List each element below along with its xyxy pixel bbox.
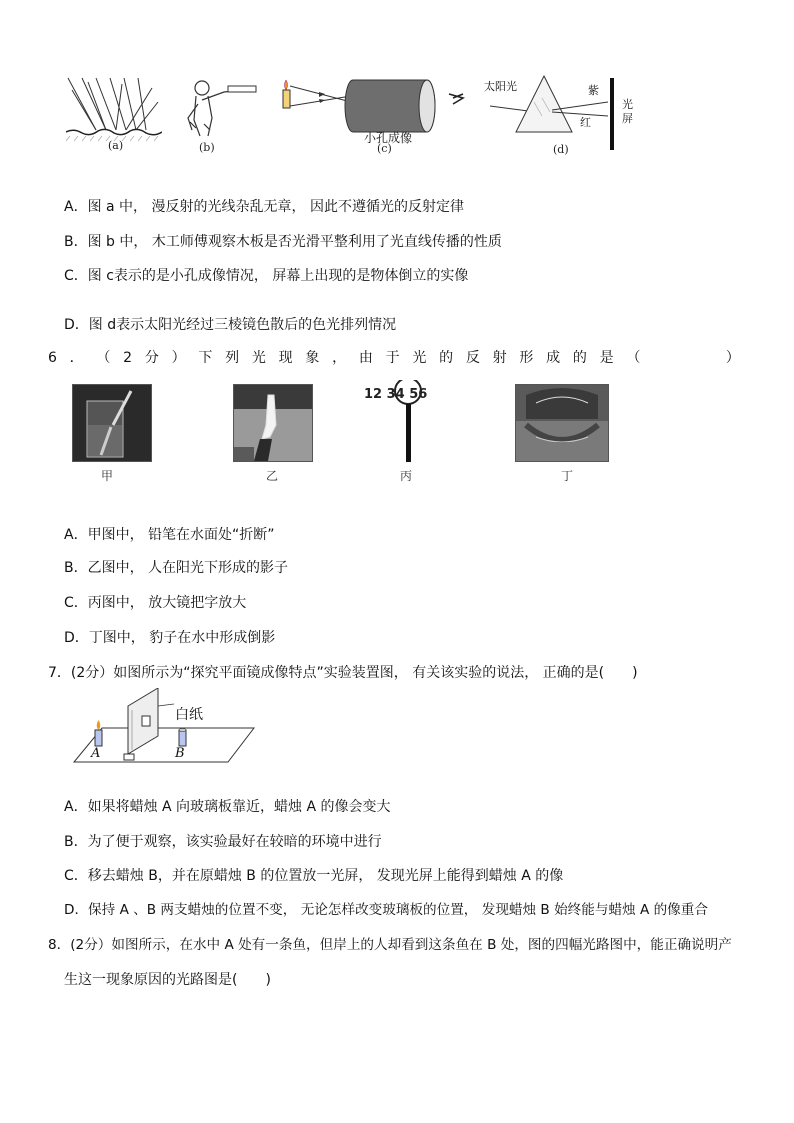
figure-label-b: (b) bbox=[199, 141, 215, 154]
red-label: 红 bbox=[580, 116, 591, 129]
q8-stem-line2: 生这一现象原因的光路图是( ) bbox=[64, 972, 271, 988]
violet-label: 紫 bbox=[588, 84, 599, 97]
photo-bing-magnifier bbox=[364, 380, 456, 464]
bing-digits: 12 34 56 bbox=[364, 387, 428, 402]
q6-option-b: B．乙图中， 人在阳光下形成的影子 bbox=[64, 560, 289, 576]
q5-option-c: C．图 c表示的是小孔成像情况， 屏幕上出现的是物体倒立的实像 bbox=[64, 268, 469, 284]
q6-option-c: C．丙图中， 放大镜把字放大 bbox=[64, 595, 247, 611]
figure-label-c: (c) bbox=[377, 142, 392, 155]
caption-jia: 甲 bbox=[101, 469, 114, 483]
photo-ding-reflection bbox=[515, 384, 609, 462]
figure-label-a: (a) bbox=[108, 139, 124, 152]
q7-stem: 7．(2分）如图所示为“探究平面镜成像特点”实验装置图， 有关该实验的说法， 正确的是( ) bbox=[48, 665, 638, 681]
q7-option-c: C．移去蜡烛 B，并在原蜡烛 B 的位置放一光屏， 发现光屏上能得到蜡烛 A 的像 bbox=[64, 868, 564, 884]
q6-option-a: A．甲图中， 铅笔在水面处“折断” bbox=[64, 527, 275, 543]
q6-option-d: D．丁图中， 豹子在水中形成倒影 bbox=[64, 630, 276, 646]
pinhole-caption: 小孔成像 bbox=[364, 131, 413, 145]
screen-label-1: 光 bbox=[622, 98, 633, 111]
sunlight-label: 太阳光 bbox=[484, 80, 517, 93]
q5-option-b: B．图 b 中， 木工师傅观察木板是否光滑平整利用了光直线传播的性质 bbox=[64, 234, 502, 250]
q7-option-a: A．如果将蜡烛 A 向玻璃板靠近，蜡烛 A 的像会变大 bbox=[64, 799, 391, 815]
q6-stem: 6 ． （ 2 分 ） 下 列 光 现 象 ， 由 于 光 的 反 射 形 成 的 是 （ ） bbox=[48, 350, 740, 366]
caption-ding: 丁 bbox=[561, 469, 574, 483]
candle-b-label: B bbox=[175, 746, 185, 761]
q8-stem-line1: 8．(2分）如图所示，在水中 A 处有一条鱼，但岸上的人却看到这条鱼在 B 处，图的四幅光路图中，能正确说明产 bbox=[48, 937, 732, 953]
candle-a-label: A bbox=[91, 746, 101, 761]
caption-bing: 丙 bbox=[400, 469, 413, 483]
photo-yi-shadow bbox=[233, 384, 313, 462]
diffuse-reflection-figure bbox=[66, 76, 162, 142]
q5-option-d: D．图 d表示太阳光经过三棱镜色散后的色光排列情况 bbox=[64, 317, 397, 333]
photo-jia-pencil bbox=[72, 384, 152, 462]
caption-yi: 乙 bbox=[266, 469, 279, 483]
carpenter-figure bbox=[184, 78, 258, 142]
q5-option-a: A．图 a 中， 漫反射的光线杂乱无章， 因此不遵循光的反射定律 bbox=[64, 199, 464, 215]
white-paper-label: 白纸 bbox=[175, 707, 203, 723]
q7-option-b: B．为了便于观察，该实验最好在较暗的环境中进行 bbox=[64, 834, 382, 850]
q7-option-d: D．保持 A 、B 两支蜡烛的位置不变， 无论怎样改变玻璃板的位置， 发现蜡烛 B 始终能与蜡烛 A 的像重合 bbox=[64, 902, 708, 918]
figure-label-d: (d) bbox=[553, 143, 569, 156]
screen-label-2: 屏 bbox=[622, 112, 633, 125]
